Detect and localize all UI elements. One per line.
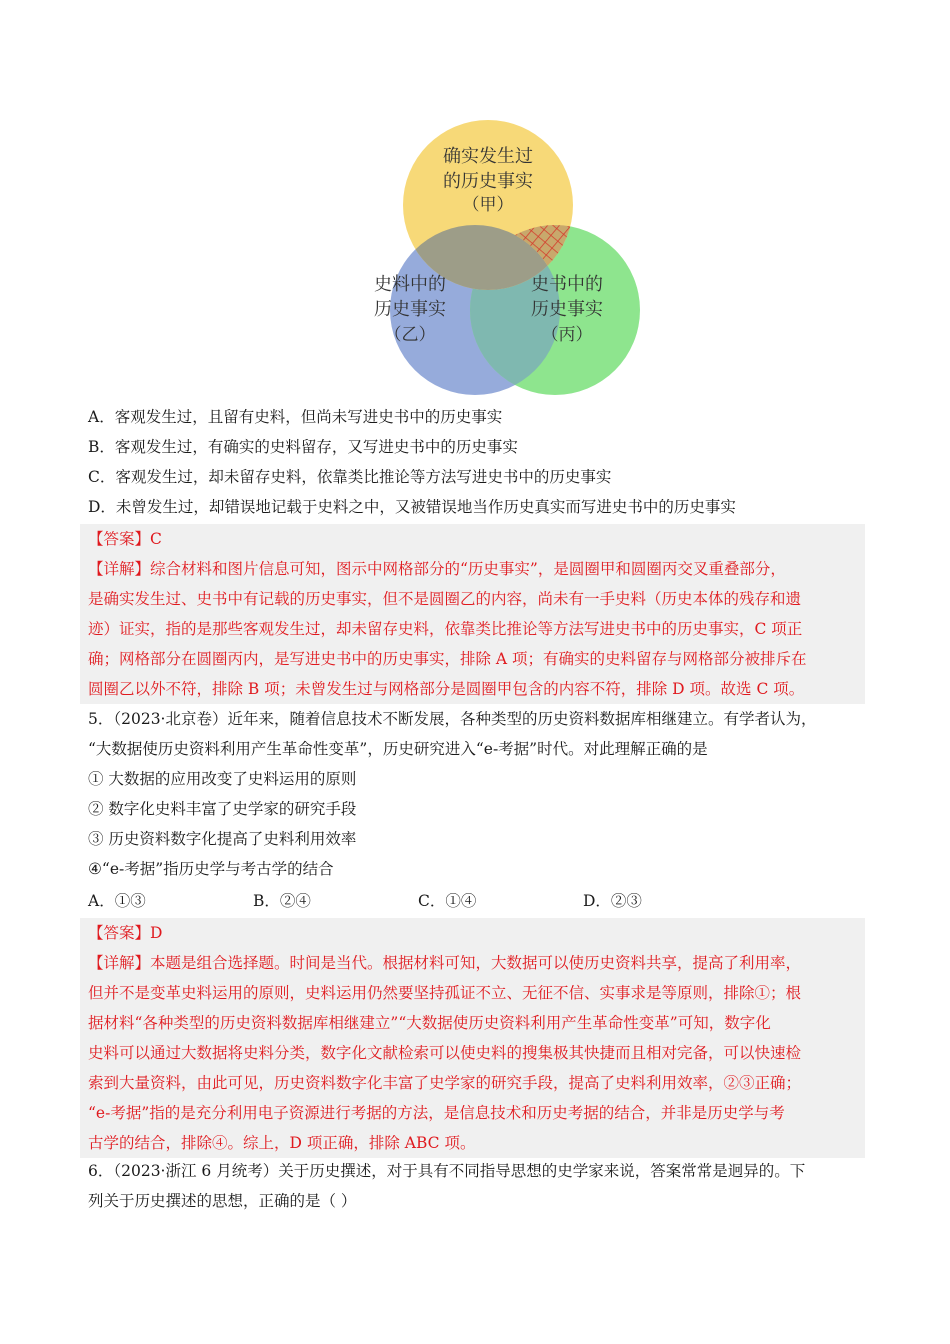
q5-analysis-line: 据材料“各种类型的历史资料数据库相继建立”“大数据使历史资料利用产生革命性变革”可知，数字化: [88, 1014, 771, 1032]
yi-line2: 历史事实: [374, 299, 446, 320]
q5-options: [88, 886, 788, 916]
q5-analysis-line: 古学的结合，排除④。综上，D 项正确，排除 ABC 项。: [88, 1134, 476, 1152]
jia-tag: （甲）: [462, 195, 514, 215]
q5-analysis-line: 索到大量资料，由此可见，历史资料数字化丰富了史学家的研究手段，提高了史料利用效率，②③正确；: [88, 1074, 802, 1092]
q4-option-a: A．客观发生过，且留有史料，但尚未写进史书中的历史事实: [88, 408, 503, 426]
jia-line2: 的历史事实: [443, 171, 533, 192]
q4-option-c: C．客观发生过，却未留存史料，依靠类比推论等方法写进史书中的历史事实: [88, 468, 612, 486]
bing-line2: 历史事实: [531, 299, 603, 320]
q5-option-b: B．②④: [253, 892, 311, 910]
q5-analysis-line: 但并不是变革史料运用的原则，史料运用仍然要坚持孤证不立、无征不信、实事求是等原则，排除①；根: [88, 984, 802, 1002]
q5-option-d: D．②③: [583, 892, 642, 910]
q4-option-b: B．客观发生过，有确实的史料留存，又写进史书中的历史事实: [88, 438, 518, 456]
q5-analysis-line: 史料可以通过大数据将史料分类，数字化文献检索可以使史料的搜集极其快捷而且相对完备，可以快速检: [88, 1044, 802, 1062]
q4-analysis-line: 是确实发生过、史书中有记载的历史事实，但不是圆圈乙的内容，尚未有一手史料（历史本体的残存和遗: [88, 590, 802, 608]
q5-answer: 【答案】D: [88, 924, 163, 942]
q5-stem-line: 5．（2023·北京卷）近年来，随着信息技术不断发展，各种类型的历史资料数据库相继建立。有学者认为，: [88, 710, 817, 728]
venn-diagram: [330, 120, 650, 400]
q5-analysis-line: “e-考据”指的是充分利用电子资源进行考据的方法，是信息技术和历史考据的结合，并非是历史学与考: [88, 1104, 785, 1122]
q5-analysis-line: 【详解】本题是组合选择题。时间是当代。根据材料可知，大数据可以使历史资料共享，提高了利用率，: [88, 954, 802, 972]
q4-analysis-line: 圆圈乙以外不符，排除 B 项；未曾发生过与网格部分是圆圈甲包含的内容不符，排除 D 项。故选 C 项。: [88, 680, 805, 698]
q6-stem-line: 6．（2023·浙江 6 月统考）关于历史撰述，对于具有不同指导思想的史学家来说，答案常常是迥异的。下: [88, 1162, 806, 1180]
q4-option-d: D．未曾发生过，却错误地记载于史料之中，又被错误地当作历史真实而写进史书中的历史事实: [88, 498, 736, 516]
q5-option-c: C．①④: [418, 892, 477, 910]
bing-line1: 史书中的: [531, 274, 603, 295]
q5-statement-3: ③ 历史资料数字化提高了史料利用效率: [88, 830, 357, 848]
jia-line1: 确实发生过: [443, 146, 533, 167]
q5-statement-2: ② 数字化史料丰富了史学家的研究手段: [88, 800, 357, 818]
q5-answer-block: [80, 918, 865, 1158]
yi-tag: （乙）: [384, 325, 436, 345]
q4-analysis-line: 确；网格部分在圆圈丙内，是写进史书中的历史事实，排除 A 项；有确实的史料留存与网格部分被排斥在: [88, 650, 807, 668]
q5-option-a: A．①③: [88, 892, 146, 910]
q5-statement-4: ④“e-考据”指历史学与考古学的结合: [88, 860, 334, 878]
q4-answer: 【答案】C: [88, 530, 162, 548]
yi-line1: 史料中的: [374, 274, 446, 295]
q4-analysis-line: 迹）证实，指的是那些客观发生过，却未留存史料，依靠类比推论等方法写进史书中的历史事实，C 项正: [88, 620, 803, 638]
q4-answer-block: [80, 524, 865, 704]
q5-stem-line: “大数据使历史资料利用产生革命性变革”，历史研究进入“e-考据”时代。对此理解正确的是: [88, 740, 708, 758]
q5-statement-1: ① 大数据的应用改变了史料运用的原则: [88, 770, 357, 788]
q4-analysis-line: 【详解】综合材料和图片信息可知，图示中网格部分的“历史事实”，是圆圈甲和圆圈丙交叉重叠部分，: [88, 560, 786, 578]
bing-tag: （丙）: [541, 325, 593, 345]
q6-stem-line: 列关于历史撰述的思想，正确的是（ ）: [88, 1192, 357, 1210]
